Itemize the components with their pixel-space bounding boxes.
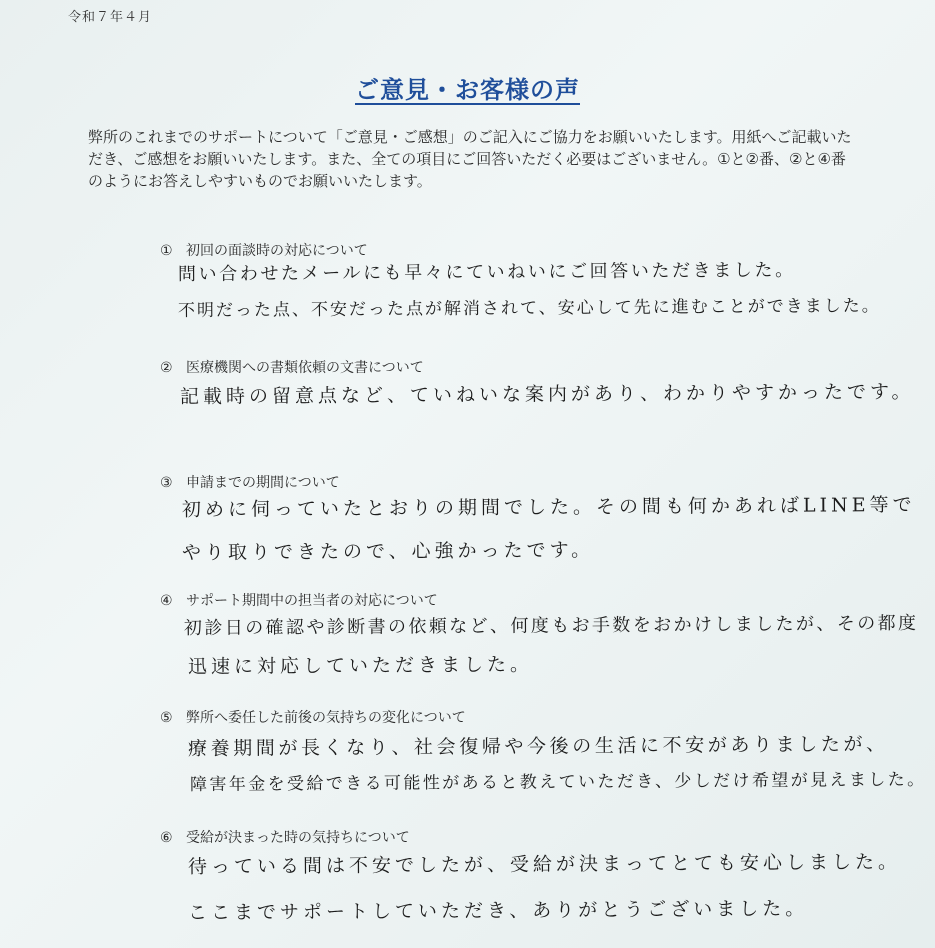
item-heading-text: サポート期間中の担当者の対応について — [186, 593, 438, 609]
item-heading-2 — [160, 357, 424, 377]
form-title-text: ご意見・お客様の声 — [355, 76, 580, 104]
item-heading-text: 初回の面談時の対応について — [186, 243, 368, 259]
handwritten-answer-line: 迅速に対応していただきました。 — [187, 653, 534, 678]
item-heading-text: 医療機関への書類依頼の文書について — [186, 360, 424, 376]
item-heading-5 — [160, 707, 466, 727]
handwritten-answer-line: 療養期間が長くなり、社会復帰や今後の生活に不安がありましたが、 — [187, 733, 889, 760]
item-number: ② — [160, 360, 173, 376]
item-heading-text: 受給が決まった時の気持ちについて — [186, 830, 410, 846]
handwritten-answer-line: 不明だった点、不安だった点が解消されて、安心して先に進むことができました。 — [177, 296, 881, 321]
item-number: ④ — [160, 593, 173, 609]
handwritten-answer-line: 初診日の確認や診断書の依頼など、何度もお手数をおかけしましたが、その都度 — [183, 612, 919, 639]
item-number: ③ — [160, 475, 173, 491]
item-number: ⑤ — [160, 710, 173, 726]
handwritten-answer-line: 待っている間は不安でしたが、受給が決まってとても安心しました。 — [187, 851, 902, 878]
form-date: 令和７年４月 — [68, 10, 153, 25]
handwritten-answer-line: 問い合わせたメールにも早々にていねいにご回答いただきました。 — [177, 259, 796, 285]
item-heading-6 — [160, 827, 410, 847]
item-number: ① — [160, 243, 173, 259]
handwritten-answer-line: 初めに伺っていたとおりの期間でした。その間も何かあればLINE等で — [181, 493, 916, 521]
form-title — [0, 70, 935, 105]
handwritten-answer-line: やり取りできたので、心強かったです。 — [181, 539, 595, 564]
item-number: ⑥ — [160, 830, 173, 846]
item-heading-3 — [160, 472, 340, 492]
item-heading-text: 申請までの期間について — [186, 475, 340, 491]
handwritten-answer-line: 記載時の留意点など、ていねいな案内があり、わかりやすかったです。 — [179, 380, 915, 408]
item-heading-text: 弊所へ委任した前後の気持ちの変化について — [186, 710, 466, 726]
handwritten-answer-line: ここまでサポートしていただき、ありがとうございました。 — [187, 897, 809, 924]
handwritten-answer-line: 障害年金を受給できる可能性があると教えていただき、少しだけ希望が見えました。 — [189, 769, 927, 795]
item-heading-1 — [160, 240, 368, 260]
item-heading-4 — [160, 590, 438, 610]
intro-paragraph: 弊所のこれまでのサポートについて「ご意見・ご感想」のご記入にご協力をお願いいたします。用紙へご記載いただき、ご感想をお願いいたします。また、全ての項目にご回答いただく必要はございません。①と②番、②と④番のようにお答えしやすいものでお願いいたします。 — [88, 128, 852, 190]
